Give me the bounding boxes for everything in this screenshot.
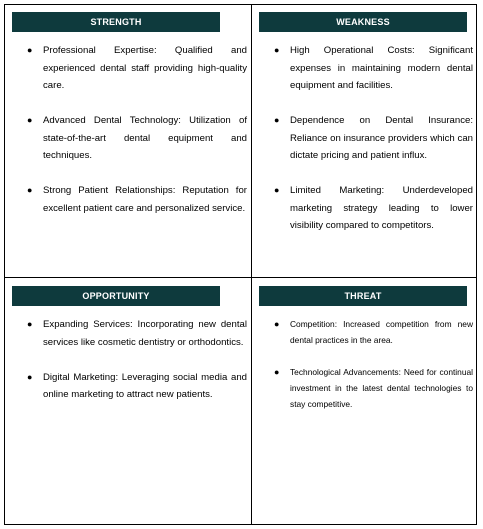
- point-text: Advanced Dental Technology: Utilization of state-of-the-art dental equipment and techniques.: [43, 115, 247, 161]
- point-text: Digital Marketing: Leveraging social media and online marketing to attract new patients.: [43, 371, 247, 400]
- strength-header: STRENGTH: [12, 12, 220, 32]
- bullet-icon: ●: [27, 45, 33, 55]
- bullet-icon: ●: [27, 371, 33, 382]
- point-text: Professional Expertise: Qualified and experienced dental staff providing high-quality care.: [43, 45, 247, 91]
- point-text: Competition: Increased competition from new dental practices in the area.: [290, 319, 473, 345]
- list-item: [272, 112, 473, 165]
- bullet-icon: ●: [274, 45, 280, 55]
- point-text: High Operational Costs: Significant expenses in maintaining modern dental equipment and facilities.: [290, 45, 473, 91]
- threat-quadrant: [252, 278, 476, 524]
- point-text: Expanding Services: Incorporating new dental services like cosmetic dentistry or orthodontics.: [43, 319, 247, 348]
- weakness-list: [272, 42, 473, 252]
- strength-quadrant: [5, 5, 251, 277]
- threat-header: THREAT: [259, 286, 467, 306]
- list-item: [272, 42, 473, 95]
- weakness-quadrant: [252, 5, 476, 277]
- bullet-icon: ●: [274, 185, 280, 195]
- list-item: [25, 316, 247, 351]
- list-item: [272, 364, 473, 412]
- list-item: [25, 112, 247, 165]
- swot-grid: [4, 4, 477, 525]
- strength-list: [25, 42, 247, 235]
- weakness-header: WEAKNESS: [259, 12, 467, 32]
- bullet-icon: ●: [274, 319, 280, 329]
- bullet-icon: ●: [27, 319, 33, 329]
- bullet-icon: ●: [274, 367, 280, 377]
- list-item: [25, 182, 247, 217]
- bullet-icon: ●: [27, 115, 33, 125]
- list-item: [272, 182, 473, 235]
- bullet-icon: ●: [27, 185, 33, 195]
- opportunity-quadrant: [5, 278, 251, 524]
- point-text: Limited Marketing: Underdeveloped marketing strategy leading to lower visibility compared to competitors.: [290, 185, 473, 231]
- point-text: Dependence on Dental Insurance: Reliance on insurance providers which can dictate pricing and patient influx.: [290, 115, 473, 161]
- point-text: Strong Patient Relationships: Reputation for excellent patient care and personalized service.: [43, 185, 247, 214]
- list-item: [25, 369, 247, 404]
- opportunity-header: OPPORTUNITY: [12, 286, 220, 306]
- point-text: Technological Advancements: Need for continual investment in the latest dental technologies to stay competitive.: [290, 367, 473, 409]
- opportunity-list: [25, 316, 247, 421]
- threat-list: [272, 316, 473, 428]
- bullet-icon: ●: [274, 115, 280, 125]
- list-item: [25, 42, 247, 95]
- list-item: [272, 316, 473, 348]
